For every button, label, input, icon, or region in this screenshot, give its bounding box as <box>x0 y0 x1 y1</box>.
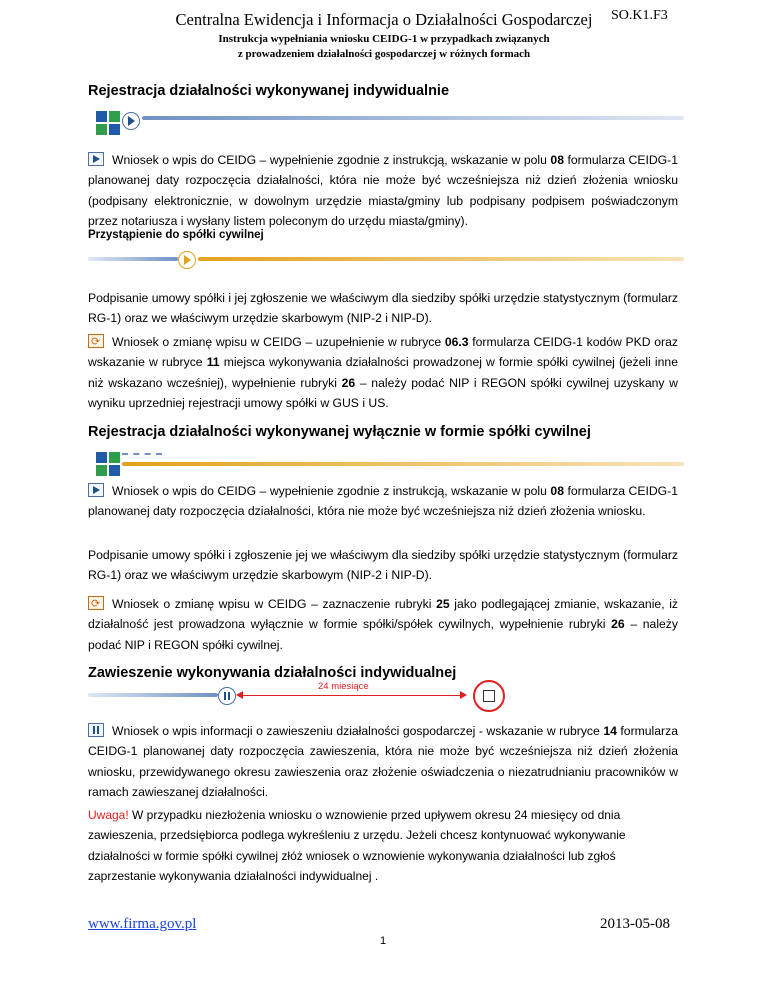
play-circle-icon <box>122 112 140 130</box>
pause-icon <box>88 723 104 737</box>
arrow-right-icon <box>460 691 467 699</box>
ceidg-logo-icon <box>96 111 120 135</box>
section-title-suspension: Zawieszenie wykonywania działalności indywidualnej <box>88 665 457 681</box>
timeline-bar <box>142 116 684 120</box>
change-icon <box>88 334 104 348</box>
paragraph-join-contract: Podpisanie umowy spółki i jej zgłoszenie we właściwym dla siedziby spółki urzędzie statystycznym (formularz RG-1) oraz we właściwym urzędzie skarbowym (NIP-2 i NIP-D). <box>88 291 678 326</box>
start-icon <box>88 483 104 497</box>
document-subtitle-line1: Instrukcja wypełniania wniosku CEIDG-1 w przypadkach związanych <box>218 33 550 45</box>
section-title-civil-partnership: Rejestracja działalności wykonywanej wyłącznie w formie spółki cywilnej <box>88 424 591 440</box>
change-icon <box>88 596 104 610</box>
start-icon <box>88 152 104 166</box>
warning-label: Uwaga! <box>88 808 129 822</box>
period-label: 24 miesiące <box>318 681 369 692</box>
document-code: SO.K1.F3 <box>611 8 668 23</box>
stop-circle-icon <box>473 680 505 712</box>
timeline-bar-orange <box>198 257 684 261</box>
subsection-title-join: Przystąpienie do spółki cywilnej <box>88 229 264 241</box>
dashed-line <box>122 453 162 455</box>
paragraph-civil-registration: Wniosek o wpis do CEIDG – wypełnienie zgodnie z instrukcją, wskazanie w polu 08 formularza CEIDG-1 planowanej daty rozpoczęcia działalności, która nie może być wcześniejsza niż dzień złożenia wniosku. <box>88 484 678 519</box>
footer-website-link[interactable]: www.firma.gov.pl <box>88 916 197 932</box>
footer-date: 2013-05-08 <box>600 916 670 932</box>
paragraph-civil-contract: Podpisanie umowy spółki i zgłoszenie jej we właściwym dla siedziby spółki urzędzie statystycznym (formularz RG-1) oraz we właściwym urzędzie skarbowym (NIP-2 i NIP-D). <box>88 548 678 583</box>
timeline-bar-blue <box>88 693 218 697</box>
paragraph-civil-change-request: ⟳Wniosek o zmianę wpisu w CEIDG – zaznaczenie rubryki 25 jako podlegającej zmianie, wskazanie, iż działalność jest prowadzona wyłącznie w formie spółki/spółek cywilnych, wypełnienie rubryki 26 – należy podać NIP i REGON spółki cywilnej. <box>88 594 678 655</box>
document-subtitle-line2: z prowadzeniem działalności gospodarczej w różnych formach <box>237 48 531 60</box>
section-title-individual: Rejestracja działalności wykonywanej indywidualnie <box>88 83 450 99</box>
pause-circle-icon <box>218 687 236 705</box>
period-arrow-line <box>238 695 464 696</box>
ceidg-logo-icon <box>96 452 120 476</box>
page-number: 1 <box>380 935 387 947</box>
warning-paragraph: Uwaga! W przypadku niezłożenia wniosku o wznowienie przed upływem okresu 24 miesięcy od dnia zawieszenia, przedsiębiorca podlega wykreśleniu z urzędu. Jeżeli chcesz kontynuować wykonywanie działalności w formie spółki cywilnej złóż wniosek o wznowienie wykonywania działalności lub zgłoś zaprzestanie wykonywania działalności indywidualnej . <box>88 808 626 883</box>
timeline-bar-blue <box>88 257 178 261</box>
arrow-left-icon <box>236 691 243 699</box>
play-circle-orange-icon <box>178 251 196 269</box>
paragraph-join-change-request: ⟳Wniosek o zmianę wpisu w CEIDG – uzupełnienie w rubryce 06.3 formularza CEIDG-1 kodów PKD oraz wskazanie w rubryce 11 miejsca wykonywania działalności prowadzonej w formie spółki cywilnej (jeżeli inne niż wskazano wcześniej), wypełnienie rubryki 26 – należy podać NIP i REGON spółki cywilnej uzyskany w wyniku uprzedniej rejestracji umowy spółki w GUS i US. <box>88 332 678 413</box>
paragraph-individual-registration: Wniosek o wpis do CEIDG – wypełnienie zgodnie z instrukcją, wskazanie w polu 08 formularza CEIDG-1 planowanej daty rozpoczęcia działalności, która nie może być wcześniejsza niż dzień złożenia wniosku (podpisany elektronicznie, w dowolnym urzędzie miasta/gminy lub podpisany podpisem poświadczonym przez notariusza i wysłany listem poleconym do urzędu miasta/gminy). <box>88 153 678 228</box>
document-header-title: Centralna Ewidencja i Informacja o Działalności Gospodarczej <box>175 10 593 29</box>
paragraph-suspension-request: Wniosek o wpis informacji o zawieszeniu działalności gospodarczej - wskazanie w rubryce 14 formularza CEIDG-1 planowanej daty rozpoczęcia zawieszenia, która nie może być wcześniejsza niż dzień złożenia wniosku, przewidywanego okresu zawieszenia oraz złożenie oświadczenia o niezatrudnianiu pracowników w ramach zawieszanej działalności. <box>88 724 678 799</box>
timeline-bar-orange <box>122 462 684 466</box>
